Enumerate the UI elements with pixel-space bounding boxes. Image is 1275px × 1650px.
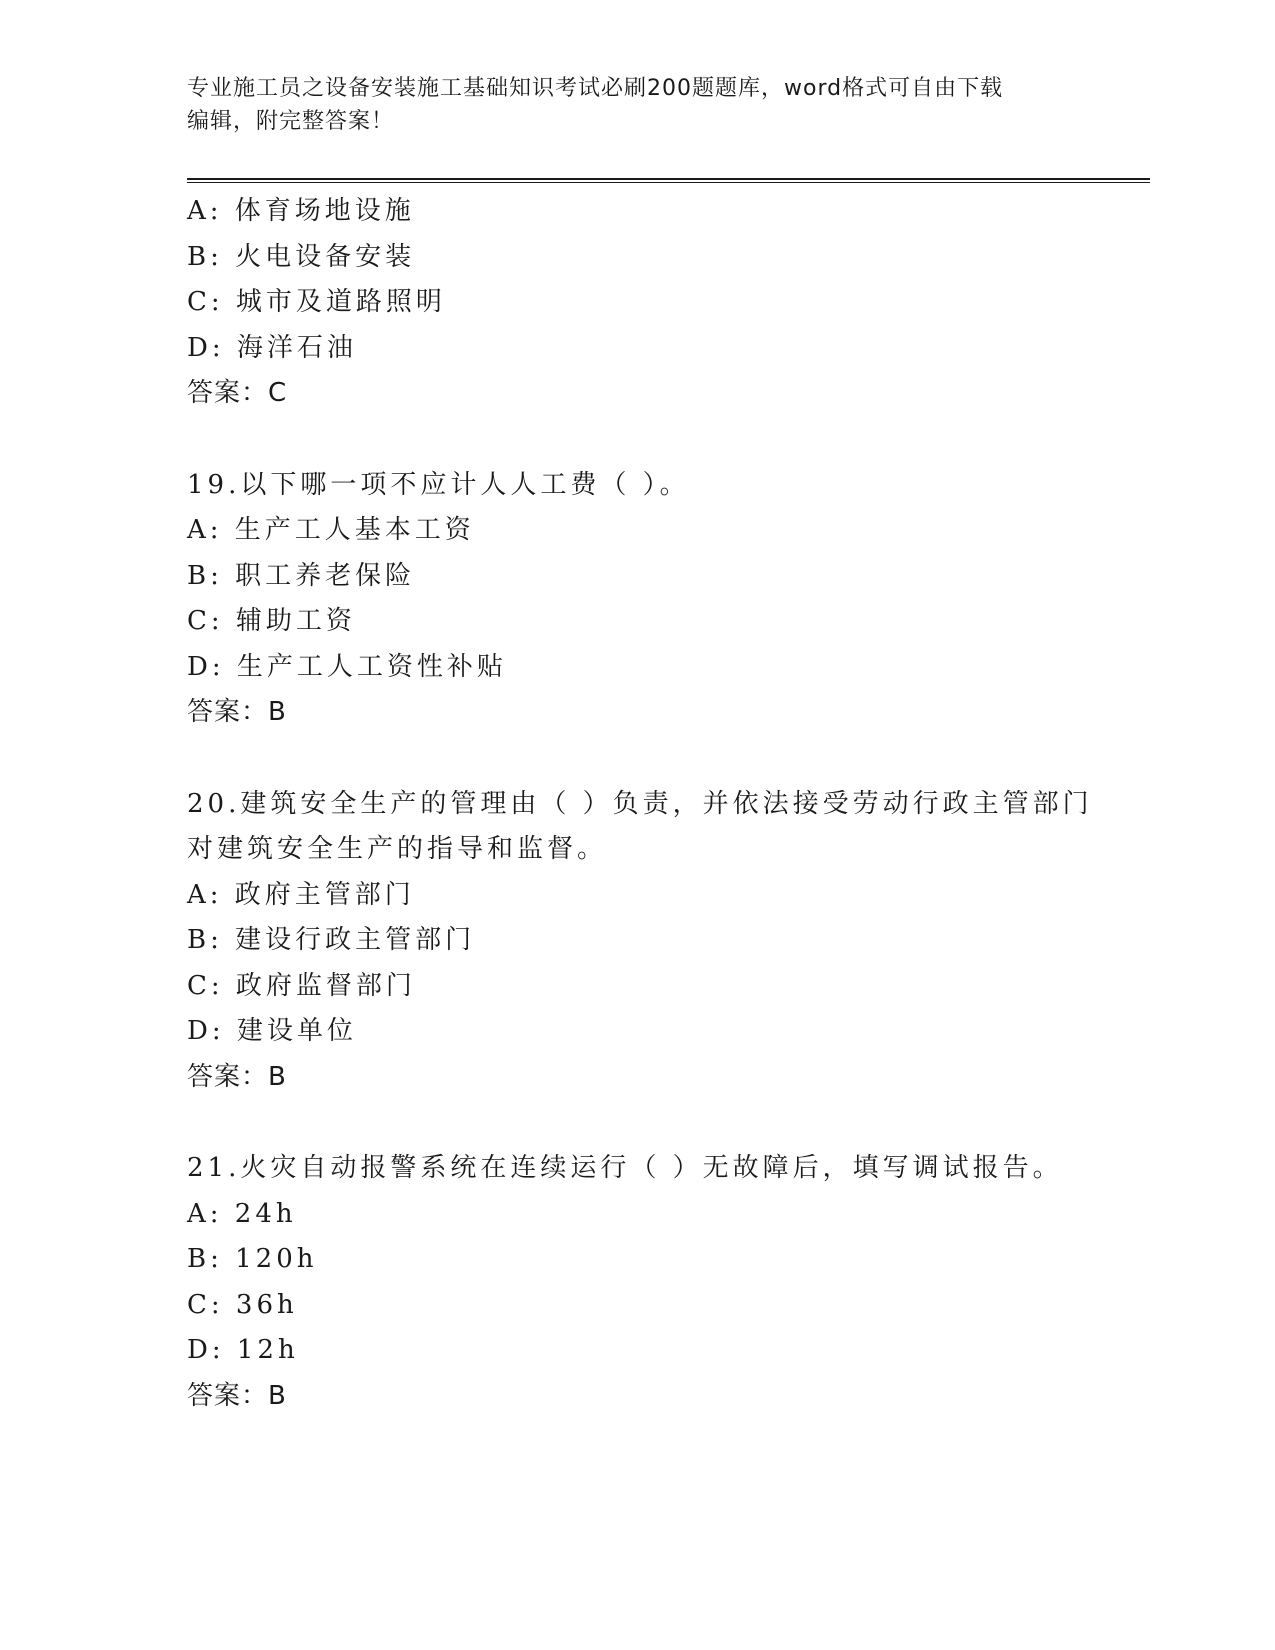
option-d: D: 生产工人工资性补贴 [187, 651, 507, 682]
option-c: C: 36h [187, 1289, 298, 1320]
option-a: A: 体育场地设施 [187, 196, 415, 226]
option-d: D: 12h [187, 1335, 299, 1365]
option-d: D: 建设单位 [187, 1016, 357, 1046]
spacer [187, 417, 1087, 463]
option-d: D: 海洋石油 [187, 332, 357, 363]
answer-line: 答案：C [187, 378, 288, 408]
question-text: 21.火灾自动报警系统在连续运行（ ）无故障后，填写调试报告。 [187, 1153, 1063, 1183]
question-text: 19.以下哪一项不应计人人工费（ ）。 [187, 469, 690, 500]
option-a: A: 24h [187, 1198, 297, 1229]
question-block-18 [187, 189, 1087, 417]
header-divider [187, 178, 1150, 183]
answer-line: 答案：B [187, 1061, 287, 1092]
option-c: C: 辅助工资 [187, 606, 356, 636]
question-block-21 [187, 1146, 1087, 1419]
question-list [187, 189, 1093, 1419]
header-title-line-2: 编辑，附完整答案！ [187, 109, 395, 134]
header-title-line-1: 专业施工员之设备安装施工基础知识考试必刷200题题库，word格式可自由下载 [187, 76, 1004, 101]
option-b: B: 120h [187, 1244, 318, 1274]
question-text-line-2: 对建筑安全生产的指导和监督。 [187, 834, 608, 864]
option-c: C: 政府监督部门 [187, 970, 416, 1001]
option-c: C: 城市及道路照明 [187, 287, 446, 317]
question-block-19 [187, 463, 1087, 736]
option-a: A: 生产工人基本工资 [187, 515, 475, 545]
option-b: B: 火电设备安装 [187, 241, 416, 272]
document-header [187, 72, 1067, 138]
spacer [187, 736, 1087, 782]
question-block-20 [187, 782, 1093, 1101]
option-b: B: 职工养老保险 [187, 560, 416, 591]
question-text-line-1: 20.建筑安全生产的管理由（ ）负责，并依法接受劳动行政主管部门 [187, 788, 1093, 819]
option-b: B: 建设行政主管部门 [187, 925, 476, 955]
spacer [187, 1100, 1087, 1146]
answer-line: 答案：B [187, 1380, 287, 1411]
answer-line: 答案：B [187, 697, 287, 727]
option-a: A: 政府主管部门 [187, 879, 415, 910]
